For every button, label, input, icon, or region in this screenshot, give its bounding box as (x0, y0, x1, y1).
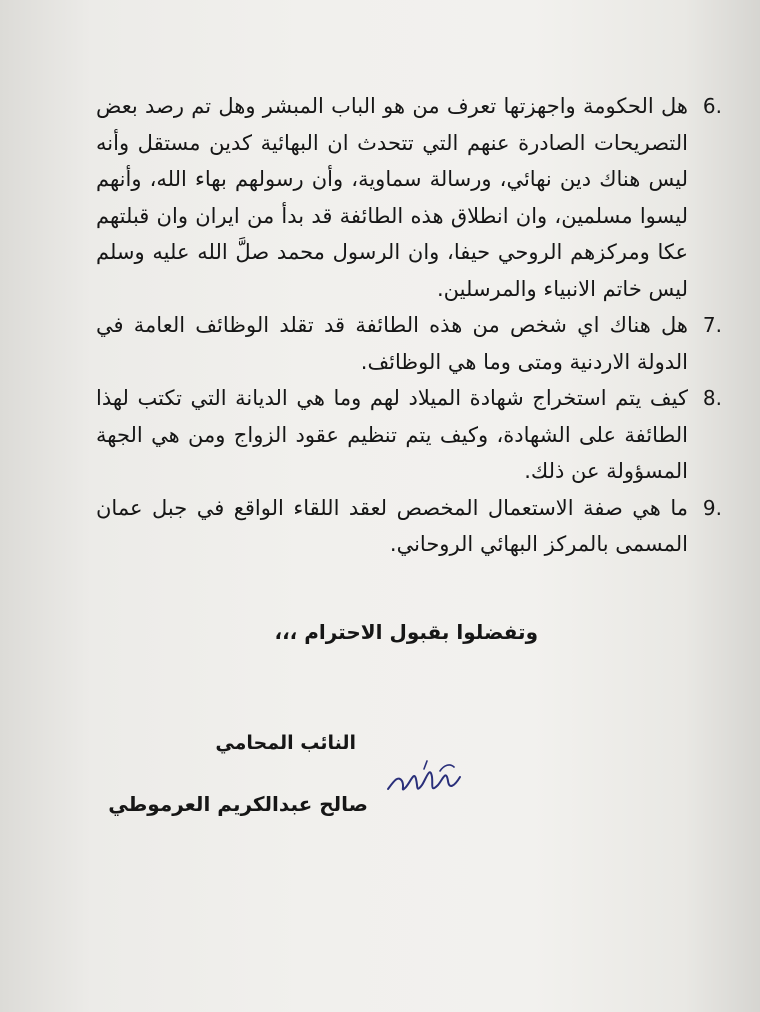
questions-list (96, 88, 722, 563)
closing-salutation: وتفضلوا بقبول الاحترام ،،، (274, 620, 538, 644)
handwritten-signature (380, 757, 475, 807)
question-number: 7. (702, 313, 722, 337)
question-text: هل هناك اي شخص من هذه الطائفة قد تقلد الوظائف العامة في الدولة الاردنية ومتى وما هي الوظائف. (96, 313, 688, 374)
signatory-name: صالح عبدالكريم العرموطي (108, 792, 368, 816)
question-number: 8. (702, 386, 722, 410)
question-number: 9. (702, 495, 722, 520)
question-text: ما هي صفة الاستعمال المخصص لعقد اللقاء الواقع في جبل عمان المسمى بالمركز البهائي الروحاني. (96, 495, 688, 556)
question-number: 6. (702, 94, 722, 118)
question-item-7 (96, 307, 722, 380)
question-item-8 (96, 380, 722, 490)
question-item-9 (96, 490, 722, 563)
question-text: هل الحكومة واجهزتها تعرف من هو الباب المبشر وهل تم رصد بعض التصريحات الصادرة عنهم التي تتحدث ان البهائية كدين مستقل وأنه ليس هناك دين نهائي، ورسالة سماوية، وأن رسولهم بهاء الله، وأنهم ليسوا مسلمين، وان انطلاق هذه الطائفة قد بدأ من ايران وان قبلتهم عكا ومركزهم الروحي حيفا، وان الرسول محمد صلَّ الله عليه وسلم ليس خاتم الانبياء والمرسلين. (96, 94, 688, 301)
question-text: كيف يتم استخراج شهادة الميلاد لهم وما هي الديانة التي تكتب لهذا الطائفة على الشهادة، وكيف يتم تنظيم عقود الزواج ومن هي الجهة المسؤولة عن ذلك. (96, 386, 688, 483)
question-item-6 (96, 88, 722, 307)
signatory-title: النائب المحامي (215, 732, 356, 754)
